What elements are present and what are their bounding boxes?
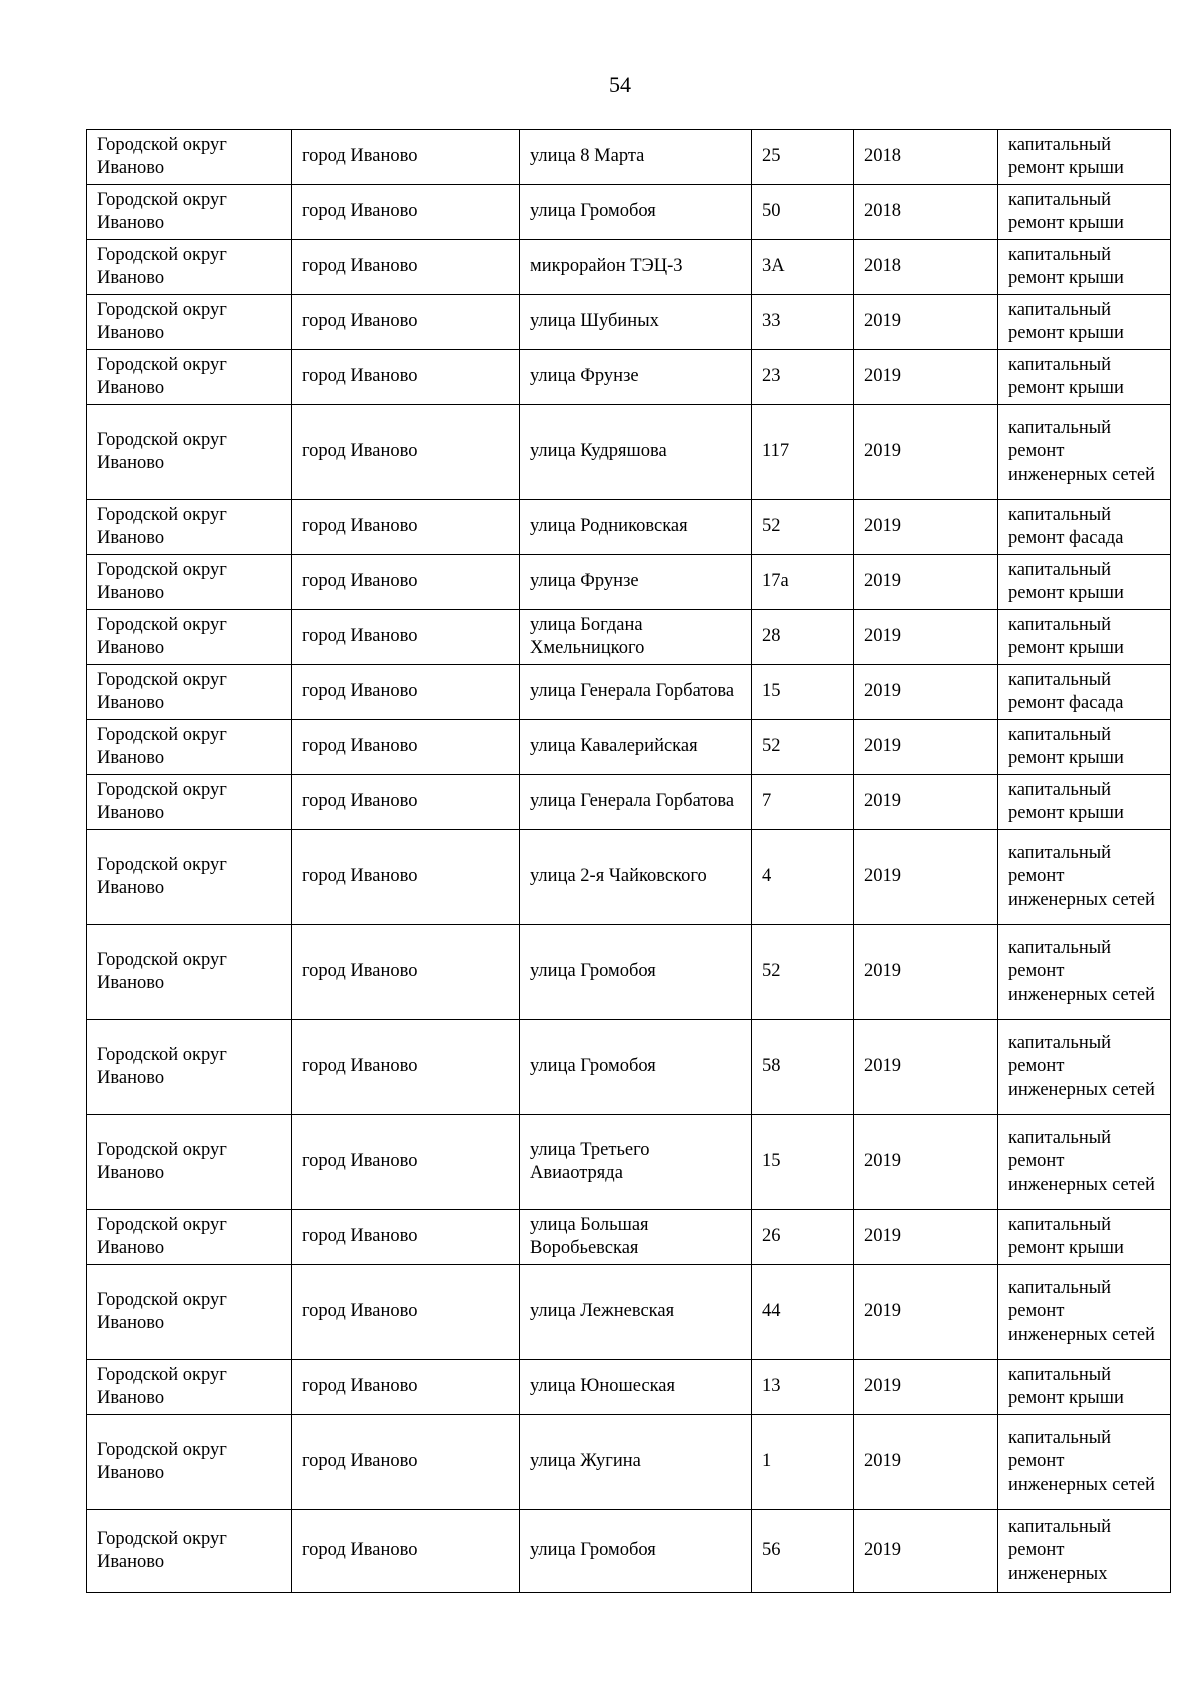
district-cell: Городской округ Иваново (87, 610, 292, 665)
street-cell: улица Генерала Горбатова (520, 665, 752, 720)
table-row (87, 775, 1171, 830)
city-cell: город Иваново (292, 1020, 520, 1115)
year-cell: 2019 (854, 1115, 998, 1210)
year-cell: 2019 (854, 1510, 998, 1593)
house-number-cell: 50 (752, 185, 854, 240)
work-type-cell: капитальный ремонт инженерных сетей (998, 1265, 1171, 1360)
year-cell: 2019 (854, 295, 998, 350)
district-cell: Городской округ Иваново (87, 830, 292, 925)
house-number-cell: 28 (752, 610, 854, 665)
city-cell: город Иваново (292, 925, 520, 1020)
work-type-cell: капитальный ремонт инженерных сетей (998, 405, 1171, 500)
table-row (87, 1265, 1171, 1360)
city-cell: город Иваново (292, 1415, 520, 1510)
street-cell: улица Родниковская (520, 500, 752, 555)
street-cell: улица Кудряшова (520, 405, 752, 500)
table-row (87, 720, 1171, 775)
district-cell: Городской округ Иваново (87, 295, 292, 350)
work-type-cell: капитальный ремонт крыши (998, 1210, 1171, 1265)
city-cell: город Иваново (292, 830, 520, 925)
city-cell: город Иваново (292, 405, 520, 500)
district-cell: Городской округ Иваново (87, 1415, 292, 1510)
work-type-cell: капитальный ремонт инженерных (998, 1510, 1171, 1593)
year-cell: 2019 (854, 720, 998, 775)
city-cell: город Иваново (292, 1265, 520, 1360)
street-cell: улица Третьего Авиаотряда (520, 1115, 752, 1210)
district-cell: Городской округ Иваново (87, 665, 292, 720)
table-row (87, 500, 1171, 555)
district-cell: Городской округ Иваново (87, 1360, 292, 1415)
city-cell: город Иваново (292, 1115, 520, 1210)
year-cell: 2019 (854, 350, 998, 405)
work-type-cell: капитальный ремонт крыши (998, 775, 1171, 830)
house-number-cell: 44 (752, 1265, 854, 1360)
year-cell: 2018 (854, 240, 998, 295)
district-cell: Городской округ Иваново (87, 1210, 292, 1265)
year-cell: 2018 (854, 185, 998, 240)
city-cell: город Иваново (292, 185, 520, 240)
street-cell: улица Юношеская (520, 1360, 752, 1415)
work-type-cell: капитальный ремонт крыши (998, 350, 1171, 405)
work-type-cell: капитальный ремонт крыши (998, 720, 1171, 775)
table-row (87, 1115, 1171, 1210)
house-number-cell: 7 (752, 775, 854, 830)
year-cell: 2019 (854, 1210, 998, 1265)
district-cell: Городской округ Иваново (87, 130, 292, 185)
work-type-cell: капитальный ремонт инженерных сетей (998, 1115, 1171, 1210)
work-type-cell: капитальный ремонт инженерных сетей (998, 925, 1171, 1020)
table-row (87, 610, 1171, 665)
year-cell: 2019 (854, 555, 998, 610)
table-row (87, 1415, 1171, 1510)
table-row (87, 830, 1171, 925)
street-cell: улица Громобоя (520, 1510, 752, 1593)
district-cell: Городской округ Иваново (87, 1265, 292, 1360)
year-cell: 2019 (854, 1020, 998, 1115)
year-cell: 2019 (854, 1415, 998, 1510)
district-cell: Городской округ Иваново (87, 925, 292, 1020)
house-number-cell: 52 (752, 720, 854, 775)
district-cell: Городской округ Иваново (87, 405, 292, 500)
street-cell: улица Генерала Горбатова (520, 775, 752, 830)
house-number-cell: 26 (752, 1210, 854, 1265)
house-number-cell: 15 (752, 665, 854, 720)
year-cell: 2019 (854, 775, 998, 830)
district-cell: Городской округ Иваново (87, 185, 292, 240)
house-number-cell: 17а (752, 555, 854, 610)
house-number-cell: 4 (752, 830, 854, 925)
year-cell: 2019 (854, 405, 998, 500)
year-cell: 2019 (854, 665, 998, 720)
work-type-cell: капитальный ремонт крыши (998, 240, 1171, 295)
city-cell: город Иваново (292, 720, 520, 775)
city-cell: город Иваново (292, 1510, 520, 1593)
work-type-cell: капитальный ремонт инженерных сетей (998, 1415, 1171, 1510)
table-row (87, 1020, 1171, 1115)
street-cell: улица Громобоя (520, 925, 752, 1020)
city-cell: город Иваново (292, 130, 520, 185)
street-cell: улица 2-я Чайковского (520, 830, 752, 925)
table-row (87, 665, 1171, 720)
district-cell: Городской округ Иваново (87, 775, 292, 830)
city-cell: город Иваново (292, 775, 520, 830)
house-number-cell: 52 (752, 925, 854, 1020)
table-body (87, 130, 1171, 1593)
street-cell: улица Лежневская (520, 1265, 752, 1360)
city-cell: город Иваново (292, 500, 520, 555)
page-number: 54 (609, 72, 631, 97)
table-row (87, 240, 1171, 295)
house-number-cell: 15 (752, 1115, 854, 1210)
house-number-cell: 1 (752, 1415, 854, 1510)
street-cell: улица Большая Воробьевская (520, 1210, 752, 1265)
district-cell: Городской округ Иваново (87, 1510, 292, 1593)
city-cell: город Иваново (292, 555, 520, 610)
city-cell: город Иваново (292, 295, 520, 350)
house-number-cell: 13 (752, 1360, 854, 1415)
house-number-cell: 33 (752, 295, 854, 350)
street-cell: микрорайон ТЭЦ-3 (520, 240, 752, 295)
table-row (87, 130, 1171, 185)
table-row (87, 185, 1171, 240)
year-cell: 2018 (854, 130, 998, 185)
city-cell: город Иваново (292, 665, 520, 720)
work-type-cell: капитальный ремонт крыши (998, 185, 1171, 240)
street-cell: улица Жугина (520, 1415, 752, 1510)
district-cell: Городской округ Иваново (87, 555, 292, 610)
street-cell: улица Кавалерийская (520, 720, 752, 775)
table-row (87, 1360, 1171, 1415)
work-type-cell: капитальный ремонт крыши (998, 1360, 1171, 1415)
table-row (87, 1510, 1171, 1593)
work-type-cell: капитальный ремонт инженерных сетей (998, 1020, 1171, 1115)
district-cell: Городской округ Иваново (87, 1115, 292, 1210)
city-cell: город Иваново (292, 610, 520, 665)
house-number-cell: 25 (752, 130, 854, 185)
street-cell: улица Фрунзе (520, 555, 752, 610)
year-cell: 2019 (854, 925, 998, 1020)
district-cell: Городской округ Иваново (87, 240, 292, 295)
year-cell: 2019 (854, 1360, 998, 1415)
house-number-cell: 3А (752, 240, 854, 295)
district-cell: Городской округ Иваново (87, 350, 292, 405)
city-cell: город Иваново (292, 350, 520, 405)
work-type-cell: капитальный ремонт крыши (998, 295, 1171, 350)
year-cell: 2019 (854, 1265, 998, 1360)
street-cell: улица Шубиных (520, 295, 752, 350)
year-cell: 2019 (854, 830, 998, 925)
house-number-cell: 56 (752, 1510, 854, 1593)
work-type-cell: капитальный ремонт крыши (998, 610, 1171, 665)
work-type-cell: капитальный ремонт крыши (998, 130, 1171, 185)
city-cell: город Иваново (292, 1210, 520, 1265)
year-cell: 2019 (854, 610, 998, 665)
city-cell: город Иваново (292, 1360, 520, 1415)
street-cell: улица Громобоя (520, 1020, 752, 1115)
district-cell: Городской округ Иваново (87, 720, 292, 775)
work-type-cell: капитальный ремонт фасада (998, 500, 1171, 555)
district-cell: Городской округ Иваново (87, 500, 292, 555)
street-cell: улица Фрунзе (520, 350, 752, 405)
table-row (87, 1210, 1171, 1265)
street-cell: улица Громобоя (520, 185, 752, 240)
table-row (87, 405, 1171, 500)
table-row (87, 350, 1171, 405)
table-row (87, 925, 1171, 1020)
district-cell: Городской округ Иваново (87, 1020, 292, 1115)
table-row (87, 295, 1171, 350)
street-cell: улица 8 Марта (520, 130, 752, 185)
repair-schedule-table (86, 129, 1171, 1593)
house-number-cell: 52 (752, 500, 854, 555)
work-type-cell: капитальный ремонт инженерных сетей (998, 830, 1171, 925)
city-cell: город Иваново (292, 240, 520, 295)
house-number-cell: 117 (752, 405, 854, 500)
table-row (87, 555, 1171, 610)
year-cell: 2019 (854, 500, 998, 555)
house-number-cell: 58 (752, 1020, 854, 1115)
work-type-cell: капитальный ремонт крыши (998, 555, 1171, 610)
street-cell: улица Богдана Хмельницкого (520, 610, 752, 665)
work-type-cell: капитальный ремонт фасада (998, 665, 1171, 720)
house-number-cell: 23 (752, 350, 854, 405)
